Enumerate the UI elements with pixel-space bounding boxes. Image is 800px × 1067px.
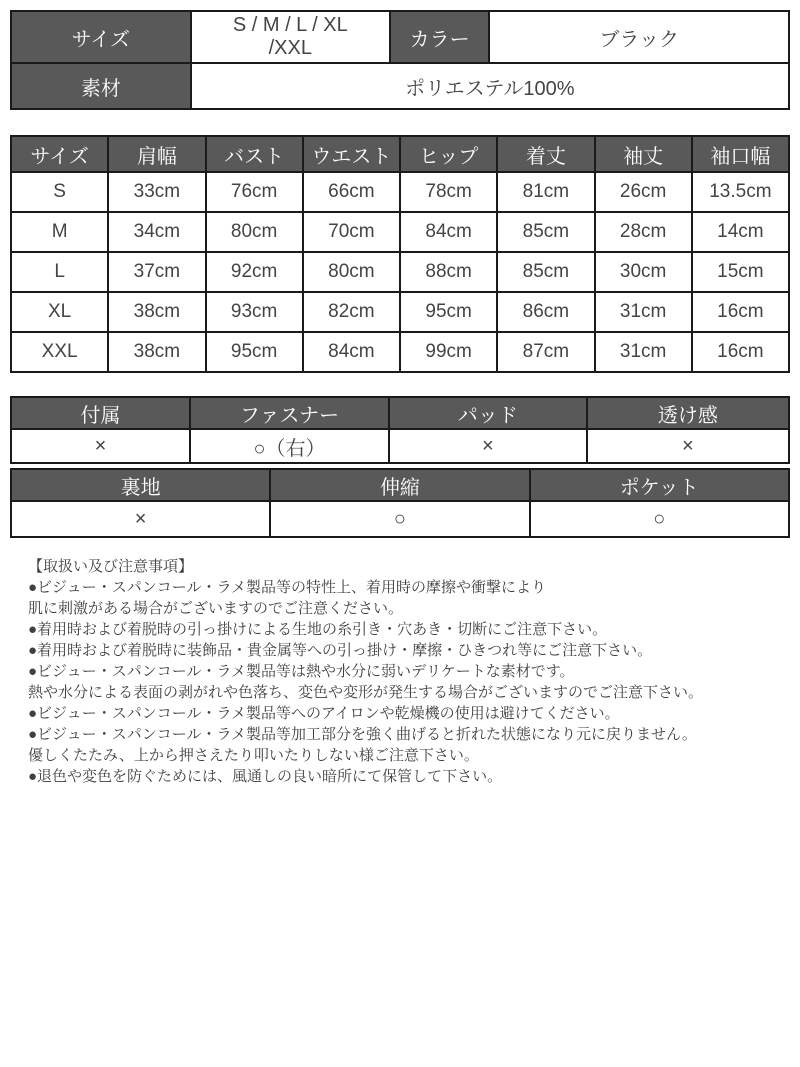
- size-cell: S: [11, 172, 108, 212]
- measurement-cell: 80cm: [303, 252, 400, 292]
- col-header-sleeve: 袖丈: [595, 136, 692, 172]
- table-row-l: [11, 252, 789, 292]
- features-lower-table: [10, 468, 790, 538]
- col-header-size: サイズ: [11, 136, 108, 172]
- notes-title: 【取扱い及び注意事項】: [28, 558, 194, 575]
- measurement-cell: 13.5cm: [692, 172, 789, 212]
- size-value-line1: S / M / L / XL: [232, 14, 348, 36]
- measurement-cell: 31cm: [595, 332, 692, 372]
- spec-row-material: [11, 63, 789, 109]
- measurement-cell: 38cm: [108, 292, 205, 332]
- table-row-m: [11, 212, 789, 252]
- note-line: ●ビジュー・スパンコール・ラメ製品等の特性上、着用時の摩擦や衝撃により: [28, 579, 547, 596]
- features-upper-table: [10, 396, 790, 464]
- size-value: [191, 11, 390, 63]
- measurements-header-row: [11, 136, 789, 172]
- feature-value-fastener: ○（右）: [190, 429, 389, 463]
- feature-header-pad: パッド: [389, 397, 587, 429]
- measurement-cell: 81cm: [497, 172, 594, 212]
- features-upper-value-row: [11, 429, 789, 463]
- note-line: 熱や水分による表面の剥がれや色落ち、変色や変形が発生する場合がございますのでご注意下さい。: [28, 684, 704, 701]
- feature-header-fastener: ファスナー: [190, 397, 389, 429]
- measurement-cell: 99cm: [400, 332, 497, 372]
- measurement-cell: 87cm: [497, 332, 594, 372]
- size-cell: M: [11, 212, 108, 252]
- measurement-cell: 26cm: [595, 172, 692, 212]
- col-header-hip: ヒップ: [400, 136, 497, 172]
- measurement-cell: 15cm: [692, 252, 789, 292]
- measurement-cell: 37cm: [108, 252, 205, 292]
- col-header-length: 着丈: [497, 136, 594, 172]
- measurement-cell: 16cm: [692, 292, 789, 332]
- measurement-cell: 95cm: [400, 292, 497, 332]
- measurement-cell: 31cm: [595, 292, 692, 332]
- feature-value-pad: ×: [389, 429, 587, 463]
- note-line: ●着用時および着脱時に装飾品・貴金属等への引っ掛け・摩擦・ひきつれ等にご注意下さい。: [28, 642, 653, 659]
- measurement-cell: 93cm: [206, 292, 303, 332]
- measurement-cell: 78cm: [400, 172, 497, 212]
- note-line: 肌に刺激がある場合がございますのでご注意ください。: [28, 600, 404, 617]
- feature-value-pocket: ○: [530, 501, 789, 537]
- size-cell: XL: [11, 292, 108, 332]
- size-label: サイズ: [11, 11, 191, 63]
- feature-header-accessory: 付属: [11, 397, 190, 429]
- measurement-cell: 95cm: [206, 332, 303, 372]
- note-line: ●着用時および着脱時の引っ掛けによる生地の糸引き・穴あき・切断にご注意下さい。: [28, 621, 608, 638]
- feature-value-lining: ×: [11, 501, 270, 537]
- measurement-cell: 34cm: [108, 212, 205, 252]
- feature-header-stretch: 伸縮: [270, 469, 529, 501]
- col-header-waist: ウエスト: [303, 136, 400, 172]
- care-notes: [28, 556, 790, 787]
- note-line: 優しくたたみ、上から押さえたり叩いたりしない様ご注意下さい。: [28, 747, 479, 764]
- measurement-cell: 80cm: [206, 212, 303, 252]
- feature-header-pocket: ポケット: [530, 469, 789, 501]
- measurements-table: [10, 135, 790, 373]
- measurement-cell: 88cm: [400, 252, 497, 292]
- size-value-line2: /XXL: [268, 37, 312, 59]
- measurement-cell: 66cm: [303, 172, 400, 212]
- measurement-cell: 84cm: [303, 332, 400, 372]
- note-line: ●退色や変色を防ぐためには、風通しの良い暗所にて保管して下さい。: [28, 768, 503, 785]
- table-row-xxl: [11, 332, 789, 372]
- color-label: カラー: [390, 11, 490, 63]
- material-value: ポリエステル100%: [191, 63, 789, 109]
- measurement-cell: 84cm: [400, 212, 497, 252]
- spec-row-size-color: [11, 11, 789, 63]
- col-header-shoulder: 肩幅: [108, 136, 205, 172]
- material-label: 素材: [11, 63, 191, 109]
- measurement-cell: 28cm: [595, 212, 692, 252]
- features-upper-header-row: [11, 397, 789, 429]
- spec-table: [10, 10, 790, 110]
- measurement-cell: 14cm: [692, 212, 789, 252]
- size-cell: L: [11, 252, 108, 292]
- table-row-s: [11, 172, 789, 212]
- measurement-cell: 85cm: [497, 252, 594, 292]
- measurement-cell: 92cm: [206, 252, 303, 292]
- note-line: ●ビジュー・スパンコール・ラメ製品等加工部分を強く曲げると折れた状態になり元に戻りません。: [28, 726, 697, 743]
- measurement-cell: 76cm: [206, 172, 303, 212]
- feature-value-sheerness: ×: [587, 429, 789, 463]
- feature-value-stretch: ○: [270, 501, 529, 537]
- measurement-cell: 38cm: [108, 332, 205, 372]
- col-header-cuff: 袖口幅: [692, 136, 789, 172]
- measurement-cell: 82cm: [303, 292, 400, 332]
- measurement-cell: 70cm: [303, 212, 400, 252]
- note-line: ●ビジュー・スパンコール・ラメ製品等へのアイロンや乾燥機の使用は避けてください。: [28, 705, 620, 722]
- feature-header-sheerness: 透け感: [587, 397, 789, 429]
- measurement-cell: 16cm: [692, 332, 789, 372]
- feature-value-accessory: ×: [11, 429, 190, 463]
- feature-header-lining: 裏地: [11, 469, 270, 501]
- col-header-bust: バスト: [206, 136, 303, 172]
- features-lower-value-row: [11, 501, 789, 537]
- color-value: ブラック: [489, 11, 789, 63]
- note-line: ●ビジュー・スパンコール・ラメ製品等は熱や水分に弱いデリケートな素材です。: [28, 663, 575, 680]
- measurement-cell: 30cm: [595, 252, 692, 292]
- measurement-cell: 33cm: [108, 172, 205, 212]
- measurement-cell: 85cm: [497, 212, 594, 252]
- measurement-cell: 86cm: [497, 292, 594, 332]
- table-row-xl: [11, 292, 789, 332]
- features-lower-header-row: [11, 469, 789, 501]
- size-cell: XXL: [11, 332, 108, 372]
